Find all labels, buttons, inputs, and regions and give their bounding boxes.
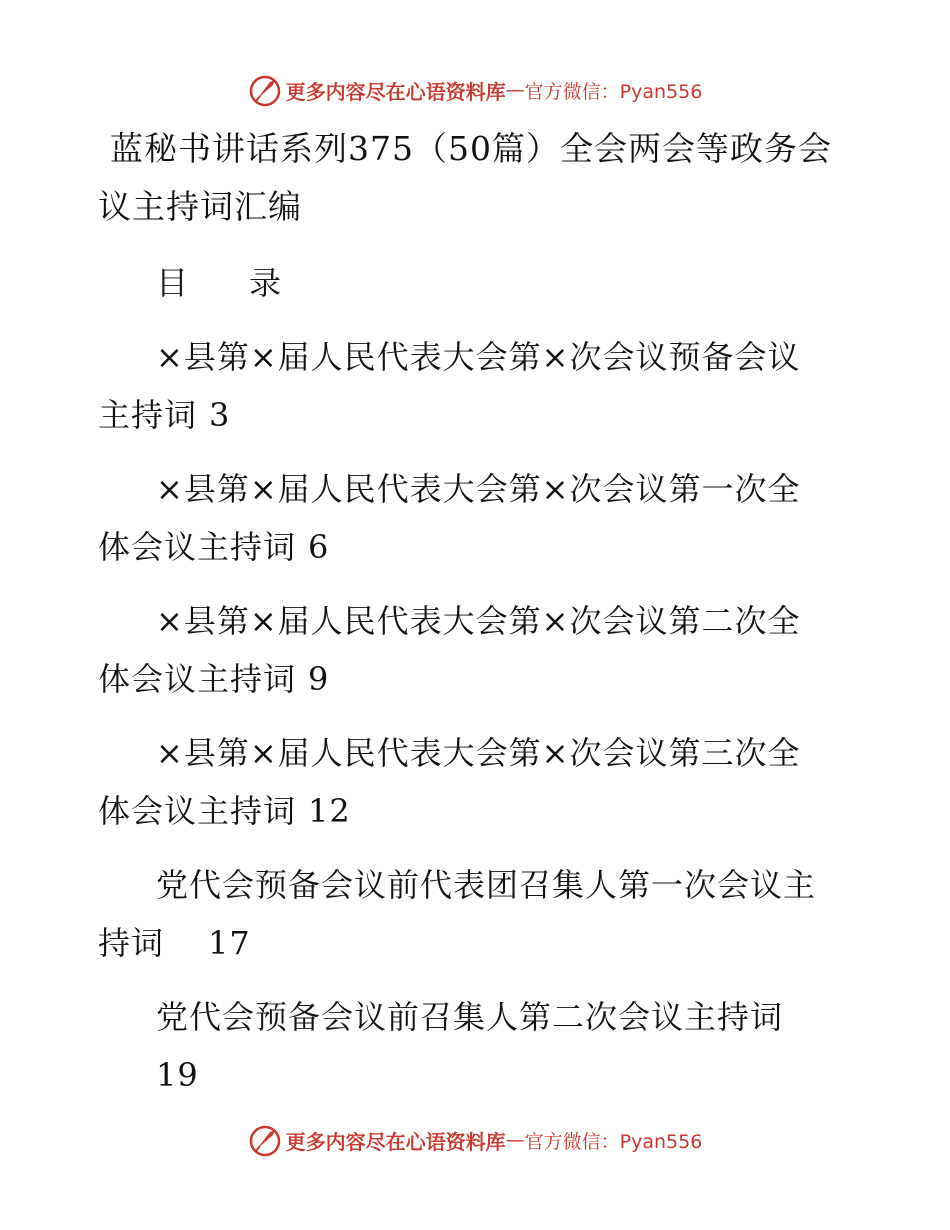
banner-separator: — <box>505 1129 525 1151</box>
toc-list <box>98 328 850 1104</box>
title-line-2: 议主持词汇编 <box>98 187 302 226</box>
toc-heading: 目 录 <box>156 264 282 302</box>
banner-wechat: 官方微信：Pyan556 <box>524 80 703 103</box>
toc-item[interactable] <box>98 460 850 576</box>
toc-item-line2: 体会议主持词 <box>98 528 297 566</box>
toc-item-page: 17 <box>208 924 251 962</box>
toc-item-line1: 党代会预备会议前召集人第二次会议主持词 <box>156 998 784 1036</box>
quill-logo-icon <box>248 73 282 107</box>
quill-logo-icon <box>248 1123 282 1157</box>
document-body <box>98 120 850 1104</box>
title-line-1: 蓝秘书讲话系列375（50篇）全会两会等政务会 <box>110 129 832 168</box>
toc-item-line1: ×县第×届人民代表大会第×次会议第一次全 <box>156 470 801 508</box>
toc-item-line1: ×县第×届人民代表大会第×次会议第三次全 <box>156 734 801 772</box>
banner-text: 更多内容尽在心语资料库 <box>285 79 506 104</box>
toc-item-line2: 体会议主持词 <box>98 792 297 830</box>
toc-item-page: 9 <box>308 660 330 698</box>
footer-banner <box>0 1120 950 1160</box>
toc-item[interactable] <box>98 856 850 972</box>
toc-item-page: 12 <box>308 792 351 830</box>
toc-item-line1: ×县第×届人民代表大会第×次会议预备会议 <box>156 338 801 376</box>
toc-item-page: 6 <box>308 528 330 566</box>
banner-text: 更多内容尽在心语资料库 <box>285 1129 506 1154</box>
toc-item[interactable] <box>98 724 850 840</box>
header-banner <box>0 70 950 110</box>
banner-separator: — <box>505 79 525 101</box>
toc-item[interactable] <box>98 592 850 708</box>
document-title <box>98 120 850 236</box>
toc-item-page: 3 <box>209 396 231 434</box>
toc-item-line1: ×县第×届人民代表大会第×次会议第二次全 <box>156 602 801 640</box>
toc-item-line2: 持词 <box>98 924 165 962</box>
toc-item[interactable] <box>98 988 850 1104</box>
toc-item-line1: 党代会预备会议前代表团召集人第一次会议主 <box>156 866 817 904</box>
banner-wechat: 官方微信：Pyan556 <box>524 1130 703 1153</box>
toc-item-line2: 体会议主持词 <box>98 660 297 698</box>
toc-item[interactable] <box>98 328 850 444</box>
toc-item-page: 19 <box>156 1056 199 1094</box>
toc-item-line2: 主持词 <box>98 396 198 434</box>
